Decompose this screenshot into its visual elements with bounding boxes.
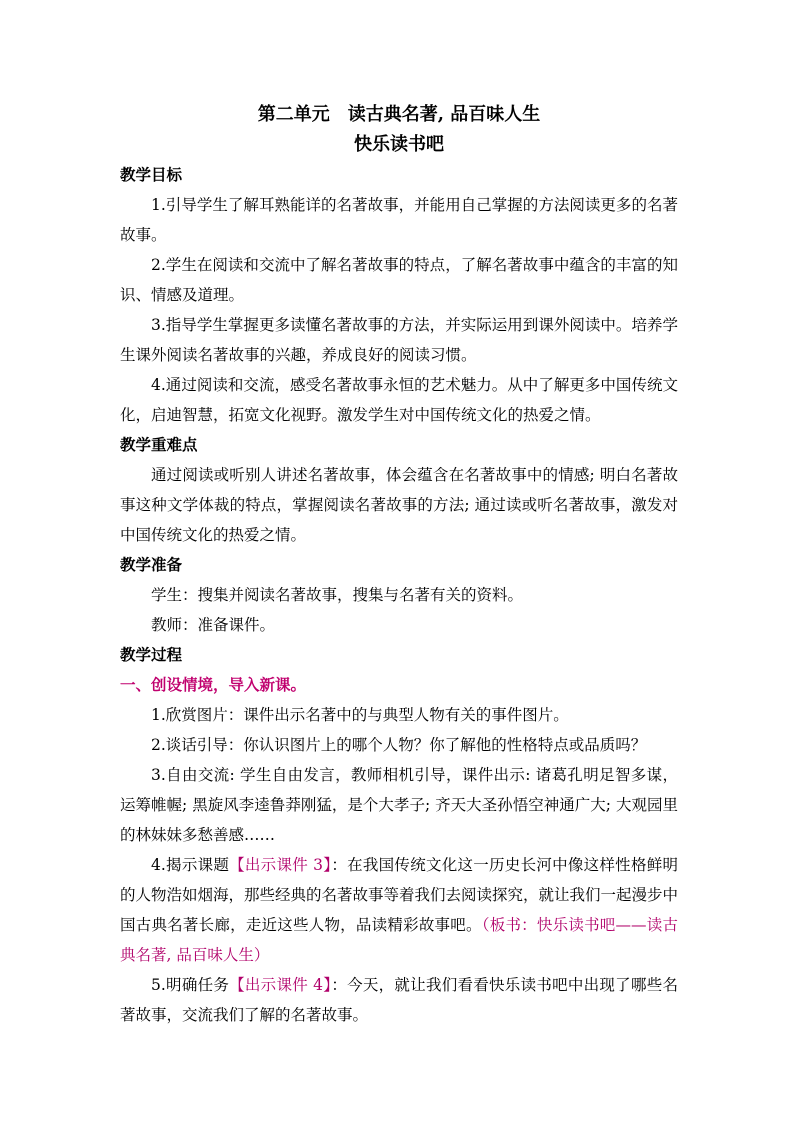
prep-student: 学生：搜集并阅读名著故事，搜集与名著有关的资料。 [151,586,524,604]
process-item-3: 3.自由交流: 学生自由发言，教师相机引导，课件出示: 诸葛孔明足智多谋，运筹帷幄; 黑旋风李逵鲁莽刚猛，是个大孝子; 齐天大圣孙悟空神通广大; 大观园里的林妹妹多愁善感…… [120,766,678,844]
heading-preparation: 教学准备 [120,555,183,574]
courseware-tag-4: 【出示课件 4】 [229,976,332,994]
process-step-1-heading: 一、创设情境，导入新课。 [120,675,307,694]
process-item-2: 2.谈话引导：你认识图片上的哪个人物？你了解他的性格特点或品质吗？ [151,736,647,754]
process-item-4 [120,850,678,970]
heading-objectives: 教学目标 [120,165,183,184]
unit-title: 第二单元 读古典名著, 品百味人生 [257,104,541,125]
process-item-5 [120,970,678,1030]
objective-1: 1.引导学生了解耳熟能详的名著故事，并能用自己掌握的方法阅读更多的名著故事。 [120,196,678,244]
objective-3: 3.指导学生掌握更多读懂名著故事的方法，并实际运用到课外阅读中。培养学生课外阅读名著故事的兴趣，养成良好的阅读习惯。 [120,316,678,364]
process-item-1: 1.欣赏图片：课件出示名著中的与典型人物有关的事件图片。 [151,706,569,724]
key-points-text: 通过阅读或听别人讲述名著故事，体会蕴含在名著故事中的情感; 明白名著故事这种文学体裁的特点，掌握阅读名著故事的方法; 通过读或听名著故事，激发对中国传统文化的热爱之情。 [120,466,678,544]
item-4-lead: 4.揭示课题 [151,856,230,874]
board-note: （板书：快乐读书吧——读古典名著, 品百味人生） [120,916,678,964]
heading-key-points: 教学重难点 [120,435,198,454]
item-5-lead: 5.明确任务 [151,976,230,994]
item-5-body: ：今天，就让我们看看快乐读书吧中出现了哪些名著故事，交流我们了解的名著故事。 [120,976,678,1024]
objective-4: 4.通过阅读和交流，感受名著故事永恒的艺术魅力。从中了解更多中国传统文化，启迪智慧，拓宽文化视野。激发学生对中国传统文化的热爱之情。 [120,376,678,424]
heading-process: 教学过程 [120,645,183,664]
item-4-body: ：在我国传统文化这一历史长河中像这样性格鲜明的人物浩如烟海，那些经典的名著故事等着我们去阅读探究，就让我们一起漫步中国古典名著长廊，走近这些人物，品读精彩故事吧。 [120,856,679,934]
lesson-title: 快乐读书吧 [354,134,444,155]
objective-2: 2.学生在阅读和交流中了解名著故事的特点，了解名著故事中蕴含的丰富的知识、情感及道理。 [120,256,678,304]
courseware-tag-3: 【出示课件 3】 [229,856,332,874]
prep-teacher: 教师：准备课件。 [151,616,276,634]
